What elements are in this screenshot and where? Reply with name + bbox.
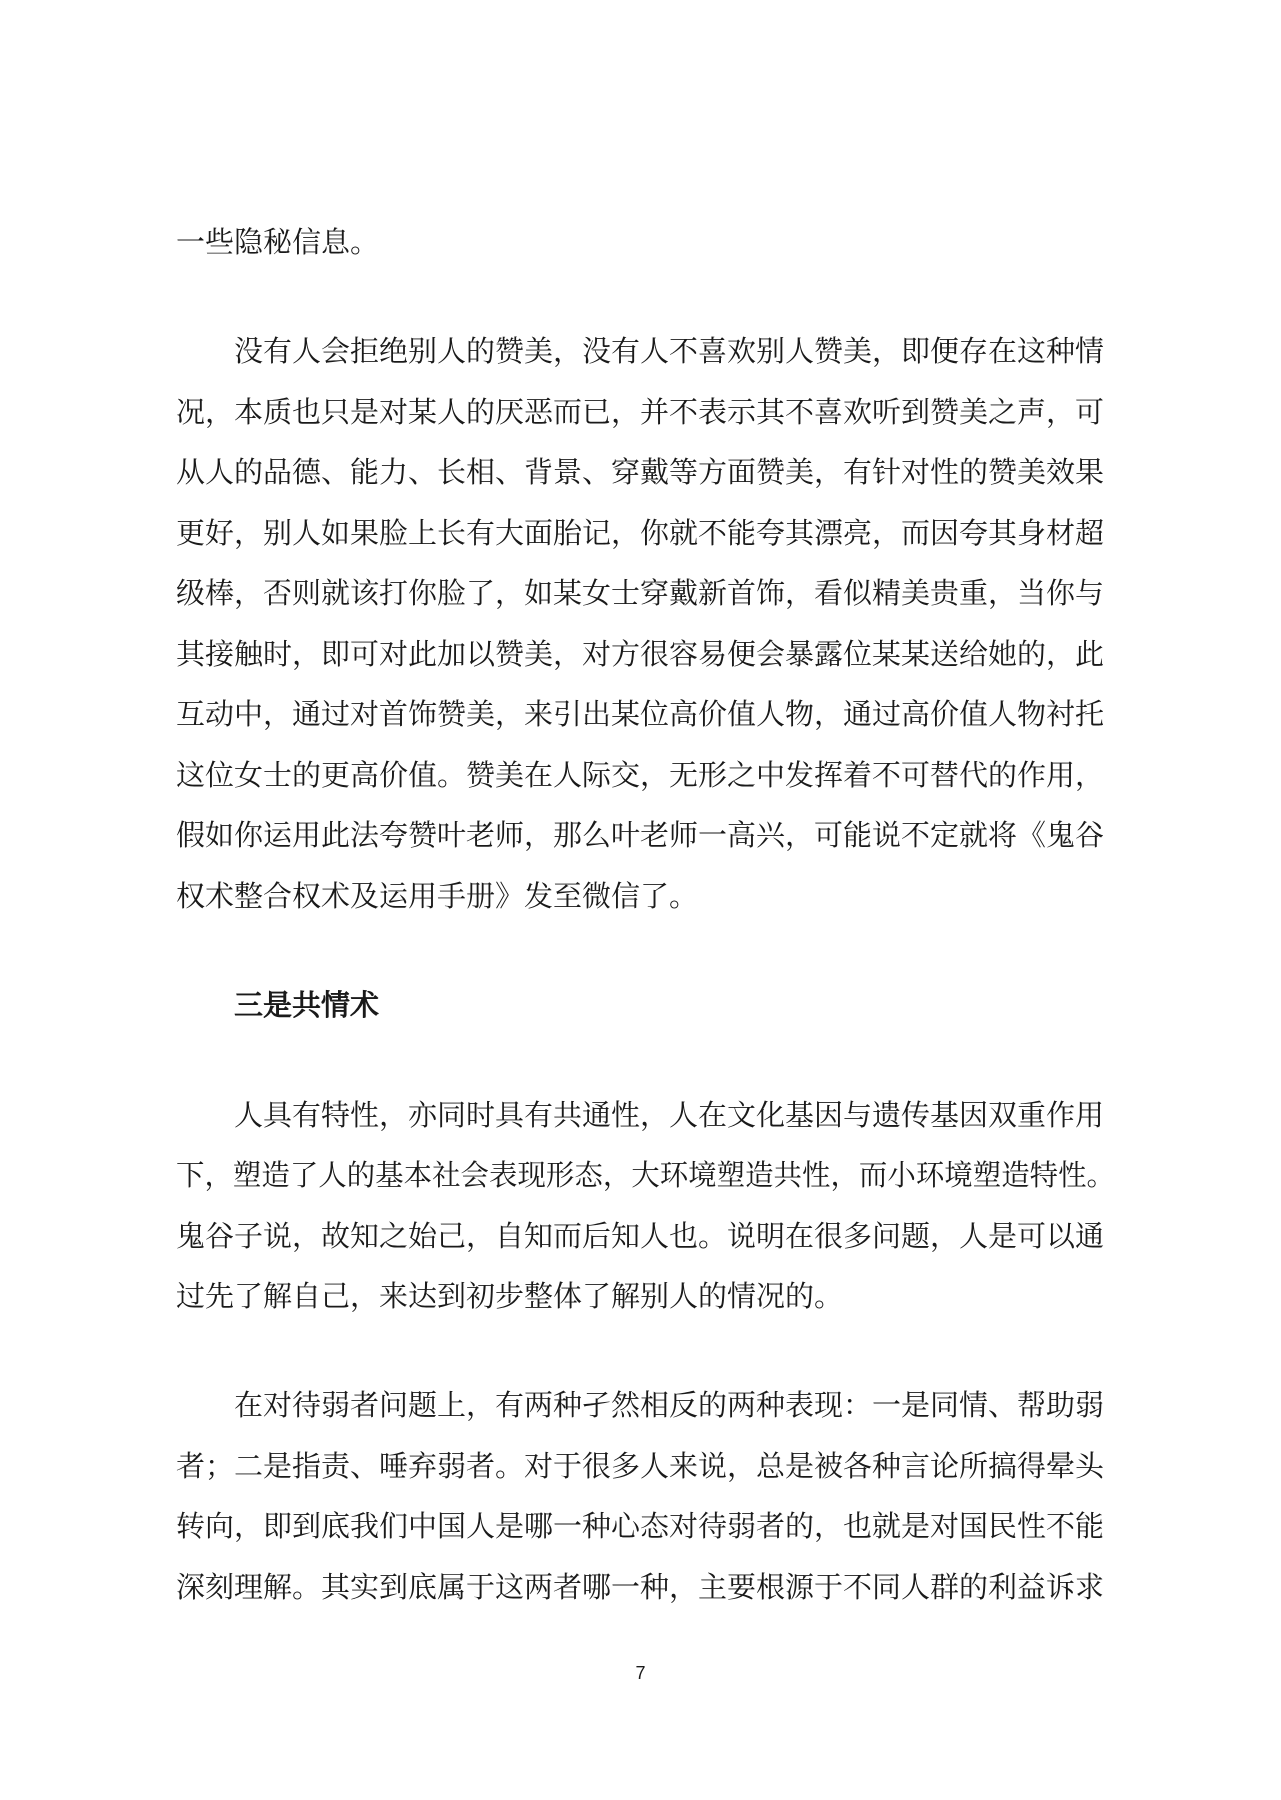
paragraph-line: 级棒，否则就该打你脸了，如某女士穿戴新首饰，看似精美贵重，当你与	[176, 576, 1105, 610]
paragraph-line: 转向，即到底我们中国人是哪一种心态对待弱者的，也就是对国民性不能	[176, 1509, 1105, 1543]
paragraph-line: 更好，别人如果脸上长有大面胎记，你就不能夸其漂亮，而因夸其身材超	[176, 516, 1105, 550]
paragraph-line: 一些隐秘信息。	[176, 225, 380, 259]
paragraph-line: 权术整合权术及运用手册》发至微信了。	[176, 879, 699, 913]
section-heading: 三是共情术	[234, 988, 380, 1022]
paragraph-line: 这位女士的更高价值。赞美在人际交，无形之中发挥着不可替代的作用，	[176, 758, 1105, 792]
paragraph-line: 鬼谷子说，故知之始己，自知而后知人也。说明在很多问题，人是可以通	[176, 1219, 1105, 1253]
paragraph-line: 过先了解自己，来达到初步整体了解别人的情况的。	[176, 1279, 844, 1313]
paragraph-line: 在对待弱者问题上，有两种孑然相反的两种表现：一是同情、帮助弱	[234, 1388, 1105, 1422]
paragraph-line: 假如你运用此法夸赞叶老师，那么叶老师一高兴，可能说不定就将《鬼谷	[176, 818, 1105, 852]
paragraph-line: 人具有特性，亦同时具有共通性，人在文化基因与遗传基因双重作用	[234, 1098, 1105, 1132]
paragraph-line: 其接触时，即可对此加以赞美，对方很容易便会暴露位某某送给她的，此	[176, 637, 1105, 671]
paragraph-line: 深刻理解。其实到底属于这两者哪一种，主要根源于不同人群的利益诉求	[176, 1570, 1105, 1604]
paragraph-line: 互动中，通过对首饰赞美，来引出某位高价值人物，通过高价值人物衬托	[176, 697, 1105, 731]
paragraph-line: 从人的品德、能力、长相、背景、穿戴等方面赞美，有针对性的赞美效果	[176, 455, 1105, 489]
page-number: 7	[635, 1663, 646, 1683]
paragraph-line: 者；二是指责、唾弃弱者。对于很多人来说，总是被各种言论所搞得晕头	[176, 1449, 1105, 1483]
paragraph-line: 没有人会拒绝别人的赞美，没有人不喜欢别人赞美，即便存在这种情	[234, 334, 1105, 368]
paragraph-line: 下，塑造了人的基本社会表现形态，大环境塑造共性，而小环境塑造特性。	[176, 1158, 1116, 1192]
paragraph-line: 况，本质也只是对某人的厌恶而已，并不表示其不喜欢听到赞美之声，可	[176, 395, 1105, 429]
